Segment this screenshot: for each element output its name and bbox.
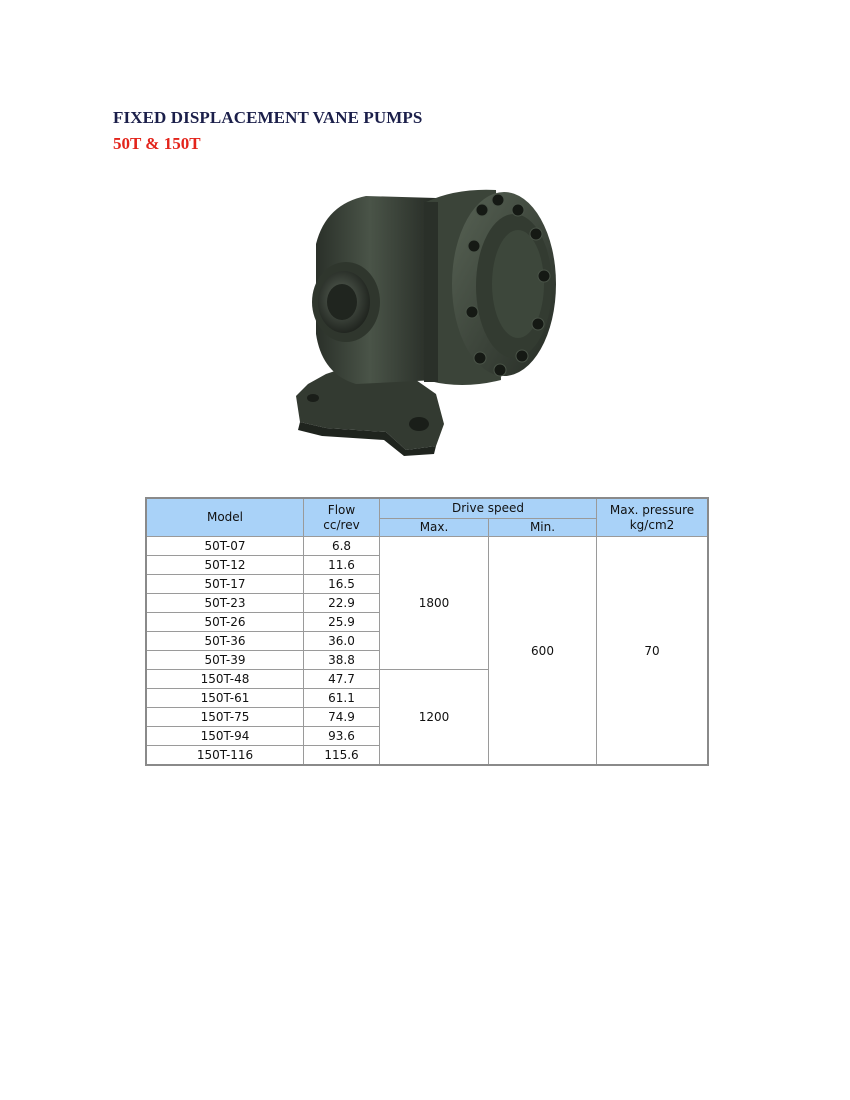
flow-cell: 115.6 bbox=[304, 746, 380, 766]
flow-cell: 6.8 bbox=[304, 537, 380, 556]
model-cell: 50T-26 bbox=[146, 613, 304, 632]
min-speed-cell: 600 bbox=[489, 537, 597, 766]
vane-pump-photo bbox=[286, 184, 562, 464]
header-max: Max. bbox=[380, 519, 489, 537]
header-pressure bbox=[597, 498, 709, 537]
flow-cell: 11.6 bbox=[304, 556, 380, 575]
model-cell: 50T-39 bbox=[146, 651, 304, 670]
flow-cell: 25.9 bbox=[304, 613, 380, 632]
document-subtitle: 50T & 150T bbox=[113, 134, 201, 153]
model-cell: 50T-12 bbox=[146, 556, 304, 575]
header-min: Min. bbox=[489, 519, 597, 537]
table-row bbox=[146, 537, 708, 556]
header-model: Model bbox=[146, 498, 304, 537]
model-cell: 50T-17 bbox=[146, 575, 304, 594]
model-cell: 150T-48 bbox=[146, 670, 304, 689]
flow-cell: 74.9 bbox=[304, 708, 380, 727]
header-pressure-unit: kg/cm2 bbox=[629, 517, 675, 532]
model-cell: 150T-116 bbox=[146, 746, 304, 766]
max-pressure-cell: 70 bbox=[597, 537, 709, 766]
flow-cell: 61.1 bbox=[304, 689, 380, 708]
header-flow-label: Flow bbox=[327, 502, 356, 517]
flow-cell: 47.7 bbox=[304, 670, 380, 689]
model-cell: 150T-94 bbox=[146, 727, 304, 746]
flow-cell: 38.8 bbox=[304, 651, 380, 670]
model-cell: 50T-23 bbox=[146, 594, 304, 613]
header-flow-unit: cc/rev bbox=[323, 517, 360, 532]
flow-cell: 16.5 bbox=[304, 575, 380, 594]
spec-table bbox=[145, 497, 709, 766]
flow-cell: 36.0 bbox=[304, 632, 380, 651]
model-cell: 50T-07 bbox=[146, 537, 304, 556]
header-flow bbox=[304, 498, 380, 537]
max-speed-50t-cell: 1800 bbox=[380, 537, 489, 670]
model-cell: 150T-75 bbox=[146, 708, 304, 727]
flow-cell: 22.9 bbox=[304, 594, 380, 613]
flow-cell: 93.6 bbox=[304, 727, 380, 746]
model-cell: 50T-36 bbox=[146, 632, 304, 651]
max-speed-150t-cell: 1200 bbox=[380, 670, 489, 766]
header-drive-speed: Drive speed bbox=[380, 498, 597, 519]
document-title: FIXED DISPLACEMENT VANE PUMPS bbox=[113, 108, 423, 127]
model-cell: 150T-61 bbox=[146, 689, 304, 708]
header-pressure-label: Max. pressure bbox=[609, 502, 695, 517]
